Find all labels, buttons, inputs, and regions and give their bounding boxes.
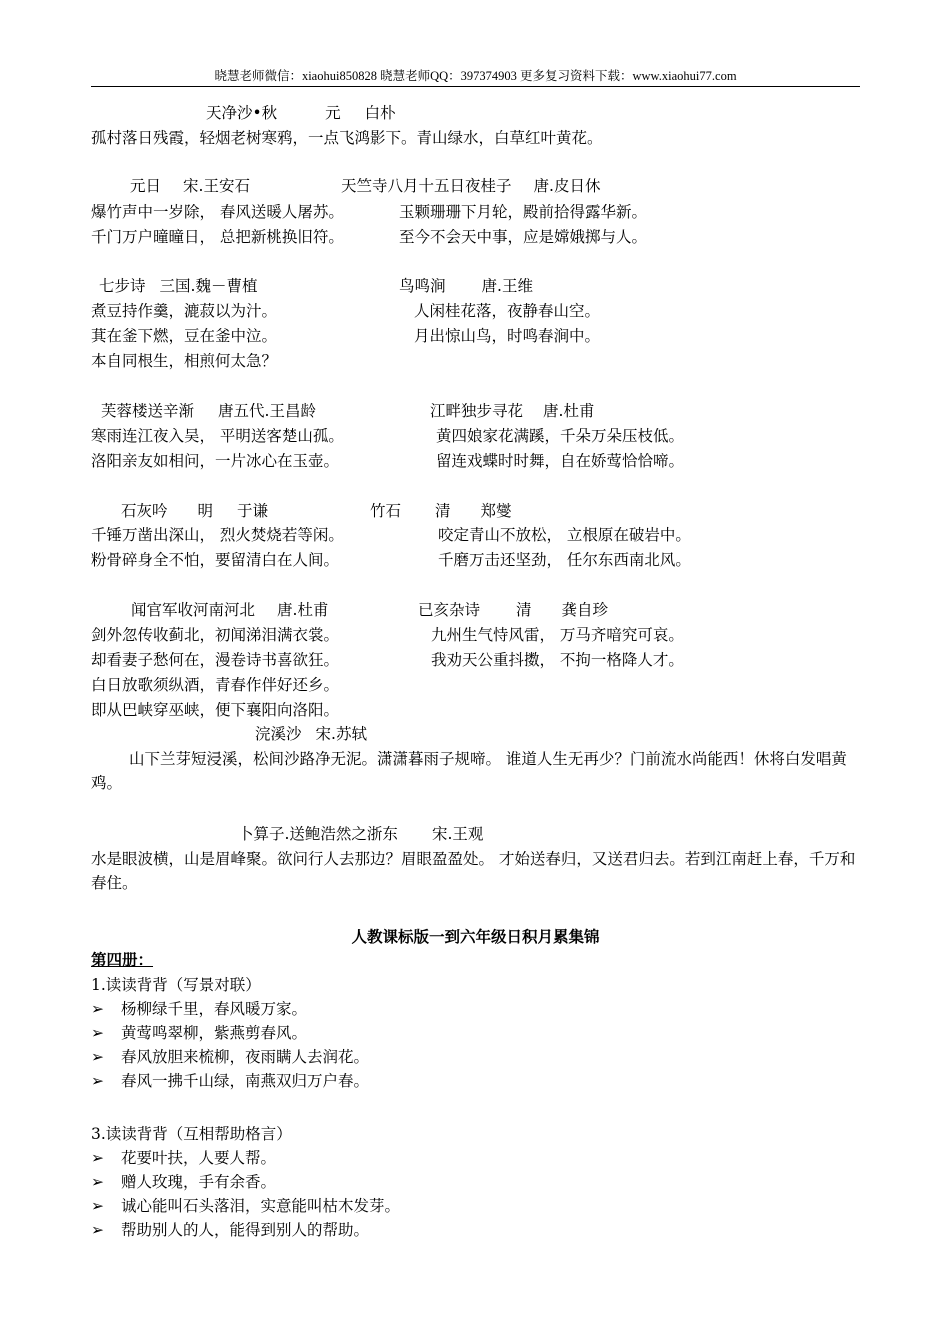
poem-line: 粉骨碎身全不怕，要留清白在人间。 [91, 551, 340, 569]
poem-title-tianjingsha [206, 101, 396, 125]
poem-line: 至今不会天中事，应是嫦娥掷与人。 [399, 228, 648, 246]
list-item: ➢ 花要叶扶，人要人帮。 [91, 1146, 276, 1170]
poem-author: 郑燮 [480, 502, 512, 520]
poem-line: 洛阳亲友如相问，一片冰心在玉壶。 [91, 452, 340, 470]
poem-title: 七步诗 [99, 277, 146, 295]
poem-line: 千门万户曈曈日， 总把新桃换旧符。 [91, 228, 344, 246]
poem-title: 天竺寺八月十五日夜桂子 [341, 177, 512, 195]
bullet-arrow-icon: ➢ [91, 1221, 104, 1239]
poem-line: 月出惊山鸟，时鸣春涧中。 [414, 327, 601, 345]
poem-line: 剑外忽传收蓟北，初闻涕泪满衣裳。 [91, 626, 340, 644]
poem-title: 鸟鸣涧 [399, 277, 446, 295]
poem-dynasty: 清 [516, 601, 532, 619]
bullet-arrow-icon: ➢ [91, 1048, 104, 1066]
poem-title-shihuiyin [121, 499, 268, 523]
poem-title: 芙蓉楼送辛渐 [101, 402, 195, 420]
poem-title-busuanzi [238, 822, 483, 846]
book-label: 第四册： [91, 950, 154, 969]
poem-author: 唐.杜甫 [277, 601, 329, 619]
poem-line: 白日放歌须纵酒，青春作伴好还乡。 [91, 676, 340, 694]
poem-line: 玉颗珊珊下月轮，殿前拾得露华新。 [399, 203, 648, 221]
poem-line: 萁在釜下燃，豆在釜中泣。 [91, 327, 278, 345]
poem-title: 元日 [130, 177, 162, 195]
poem-title-qibushi [99, 274, 257, 298]
poem-author: 唐.王维 [481, 277, 533, 295]
poem-title-furonglou [101, 399, 316, 423]
list-item: ➢ 春风放胆来梳柳，夜雨瞒人去润花。 [91, 1045, 369, 1069]
poem-author: 唐五代.王昌龄 [218, 402, 316, 420]
poem-title: 天净沙•秋 [206, 104, 278, 122]
poem-author: 唐.杜甫 [543, 402, 595, 420]
poem-dynasty: 元 [325, 104, 341, 122]
poem-text-busuanzi: 水是眼波横，山是眉峰聚。欲问行人去那边？眉眼盈盈处。 才始送春归，又送君归去。若到江南赶上春，千万和春住。 [91, 850, 856, 892]
poem-line: 爆竹声中一岁除， 春风送暖人屠苏。 [91, 203, 344, 221]
poem-line: 黄四娘家花满蹊，千朵万朵压枝低。 [436, 427, 685, 445]
header-divider [91, 86, 860, 87]
bullet-arrow-icon: ➢ [91, 1197, 104, 1215]
poem-line: 留连戏蝶时时舞，自在娇莺恰恰啼。 [436, 452, 685, 470]
page-header: 晓慧老师微信：xiaohui850828 晓慧老师QQ：397374903 更多复习资料下载：www.xiaohui77.com [214, 69, 737, 83]
bullet-arrow-icon: ➢ [91, 1024, 104, 1042]
poem-text-tianjingsha: 孤村落日残霞，轻烟老树寒鸦，一点飞鸿影下。青山绿水，白草红叶黄花。 [91, 129, 603, 147]
bullet-arrow-icon: ➢ [91, 1000, 104, 1018]
poem-author: 白朴 [364, 104, 396, 122]
poem-title-niaomingjian [399, 274, 533, 298]
list-item: ➢ 帮助别人的人，能得到别人的帮助。 [91, 1218, 369, 1242]
bullet-arrow-icon: ➢ [91, 1072, 104, 1090]
bullet-arrow-icon: ➢ [91, 1173, 104, 1191]
bullet-arrow-icon: ➢ [91, 1149, 104, 1167]
poem-title-tianzhusi [341, 174, 600, 198]
poem-line: 咬定青山不放松， 立根原在破岩中。 [438, 526, 691, 544]
poem-title: 卜算子.送鲍浩然之浙东 [238, 825, 398, 843]
section-heading: 3.读读背背（互相帮助格言） [91, 1125, 292, 1143]
collection-title: 人教课标版一到六年级日积月累集锦 [351, 927, 600, 946]
poem-line: 千磨万击还坚劲， 任尔东西南北风。 [438, 551, 691, 569]
poem-line: 人闲桂花落，夜静春山空。 [414, 302, 601, 320]
poem-line: 煮豆持作羹，漉菽以为汁。 [91, 302, 278, 320]
poem-dynasty: 明 [197, 502, 214, 520]
poem-title-jihai [418, 598, 608, 622]
poem-author: 宋.王安石 [183, 177, 250, 195]
poem-line: 九州生气恃风雷， 万马齐喑究可哀。 [431, 626, 684, 644]
poem-title: 已亥杂诗 [418, 601, 481, 619]
list-item: ➢ 黄莺鸣翠柳，紫燕剪春风。 [91, 1021, 307, 1045]
poem-line: 寒雨连江夜入吴， 平明送客楚山孤。 [91, 427, 344, 445]
poem-line: 即从巴峡穿巫峡，便下襄阳向洛阳。 [91, 701, 340, 719]
poem-author: 龚自珍 [561, 601, 609, 619]
poem-author: 三国.魏－曹植 [159, 277, 258, 295]
poem-author: 唐.皮日休 [533, 177, 601, 195]
list-item: ➢ 春风一拂千山绿，南燕双归万户春。 [91, 1069, 369, 1093]
poem-dynasty: 清 [435, 502, 451, 520]
poem-title-huanxisha [255, 722, 367, 746]
poem-line: 却看妻子愁何在，漫卷诗书喜欲狂。 [91, 651, 340, 669]
poem-author: 宋.王观 [431, 825, 484, 843]
poem-title-jiangpan [430, 399, 594, 423]
poem-author: 于谦 [237, 502, 269, 520]
poem-text-huanxisha: 山下兰芽短浸溪，松间沙路净无泥。潇潇暮雨子规啼。 谁道人生无再少？门前流水尚能西！休将白发唱黄鸡。 [91, 750, 847, 792]
poem-line: 千锤万凿出深山， 烈火焚烧若等闲。 [91, 526, 344, 544]
poem-title: 江畔独步寻花 [430, 402, 524, 420]
list-item: ➢ 杨柳绿千里，春风暖万家。 [91, 997, 307, 1021]
poem-title: 石灰吟 [121, 502, 168, 520]
poem-title-yuanri [130, 174, 250, 198]
poem-line: 本自同根生，相煎何太急？ [91, 352, 278, 370]
section-heading: 1.读读背背（写景对联） [91, 976, 261, 994]
poem-title: 竹石 [370, 502, 402, 520]
poem-line: 我劝天公重抖擞， 不拘一格降人才。 [431, 651, 684, 669]
poem-title-zhushi [370, 499, 512, 523]
poem-title-wenguanjun [131, 598, 328, 622]
poem-title: 闻官军收河南河北 [131, 601, 256, 619]
poem-author: 宋.苏轼 [315, 725, 367, 743]
poem-title: 浣溪沙 [255, 725, 302, 743]
list-item: ➢ 诚心能叫石头落泪，实意能叫枯木发芽。 [91, 1194, 400, 1218]
list-item: ➢ 赠人玫瑰，手有余香。 [91, 1170, 276, 1194]
